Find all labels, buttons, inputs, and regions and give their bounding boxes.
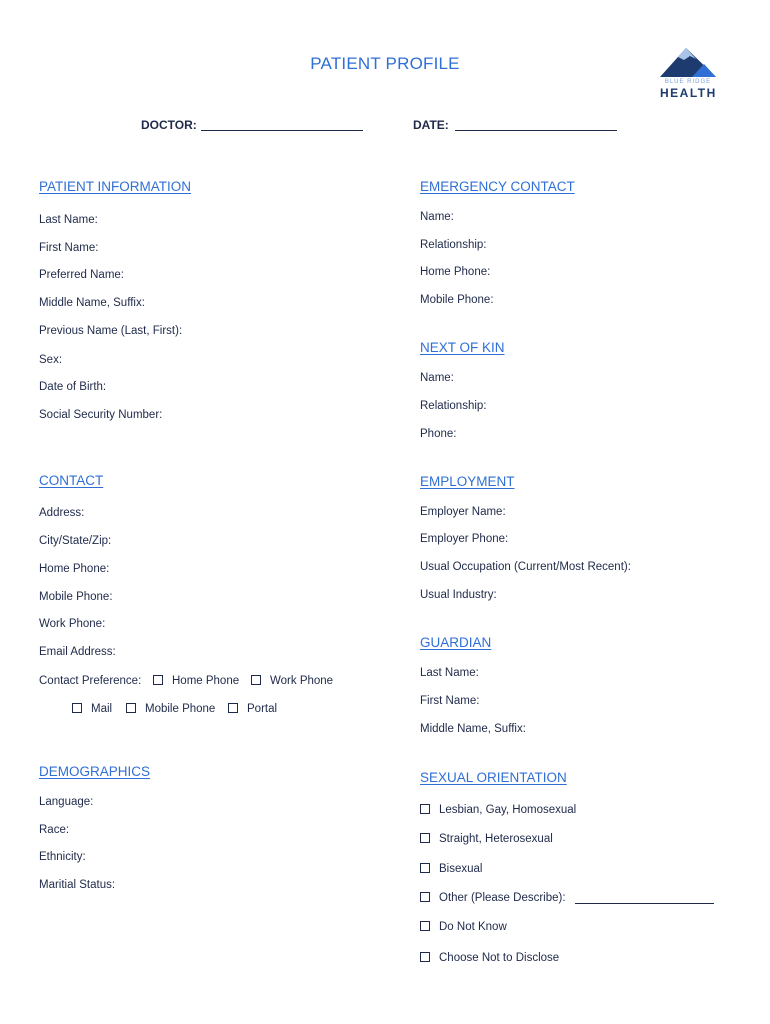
employer-name-label: Employer Name:: [420, 506, 506, 518]
contact-mobile-phone-label: Mobile Phone:: [39, 591, 113, 603]
guardian-heading: GUARDIAN: [420, 635, 492, 650]
checkbox-icon[interactable]: [420, 952, 430, 962]
logo-subtitle: BLUE RIDGE: [664, 79, 712, 85]
email-address-label: Email Address:: [39, 646, 116, 658]
checkbox-icon[interactable]: [126, 703, 136, 713]
logo-wordmark: HEALTH: [660, 86, 717, 100]
usual-industry-label: Usual Industry:: [420, 589, 497, 601]
contact-work-phone-label: Work Phone:: [39, 618, 106, 630]
orientation-option-not-disclose[interactable]: Choose Not to Disclose: [420, 952, 559, 964]
next-of-kin-heading: NEXT OF KIN: [420, 340, 505, 355]
checkbox-icon[interactable]: [420, 833, 430, 843]
checkbox-icon[interactable]: [153, 675, 163, 685]
preferred-name-label: Preferred Name:: [39, 269, 125, 281]
demographics-heading: DEMOGRAPHICS: [39, 764, 151, 779]
checkbox-icon[interactable]: [420, 863, 430, 873]
pref-portal-option[interactable]: Portal: [228, 703, 277, 715]
doctor-label: DOCTOR:: [141, 118, 197, 132]
emergency-relationship-label: Relationship:: [420, 239, 487, 251]
kin-relationship-label: Relationship:: [420, 400, 487, 412]
employment-heading: EMPLOYMENT: [420, 474, 515, 489]
checkbox-icon[interactable]: [420, 892, 430, 902]
guardian-last-name-label: Last Name:: [420, 667, 479, 679]
pref-mobile-phone-option[interactable]: Mobile Phone: [126, 703, 215, 715]
marital-status-label: Maritial Status:: [39, 879, 116, 891]
orientation-option-bisexual[interactable]: Bisexual: [420, 863, 482, 875]
doctor-field[interactable]: [201, 130, 363, 131]
sexual-orientation-heading: SEXUAL ORIENTATION: [420, 770, 567, 785]
date-of-birth-label: Date of Birth:: [39, 381, 107, 393]
emergency-contact-heading: EMERGENCY CONTACT: [420, 179, 575, 194]
orientation-option-do-not-know[interactable]: Do Not Know: [420, 921, 507, 933]
kin-name-label: Name:: [420, 372, 454, 384]
mountain-logo-icon: [656, 44, 720, 80]
guardian-first-name-label: First Name:: [420, 695, 480, 707]
pref-work-phone-option[interactable]: Work Phone: [251, 675, 333, 687]
emergency-mobile-phone-label: Mobile Phone:: [420, 294, 494, 306]
previous-name-label: Previous Name (Last, First):: [39, 325, 183, 337]
city-state-zip-label: City/State/Zip:: [39, 535, 112, 547]
checkbox-icon[interactable]: [420, 921, 430, 931]
checkbox-icon[interactable]: [251, 675, 261, 685]
usual-occupation-label: Usual Occupation (Current/Most Recent):: [420, 561, 631, 573]
orientation-option-other[interactable]: Other (Please Describe):: [420, 892, 566, 904]
page-title: PATIENT PROFILE: [310, 54, 460, 73]
kin-phone-label: Phone:: [420, 428, 457, 440]
contact-preference-label: Contact Preference:: [39, 675, 142, 687]
last-name-label: Last Name:: [39, 214, 98, 226]
checkbox-icon[interactable]: [420, 804, 430, 814]
checkbox-icon[interactable]: [228, 703, 238, 713]
first-name-label: First Name:: [39, 242, 99, 254]
middle-name-suffix-label: Middle Name, Suffix:: [39, 297, 145, 309]
ssn-label: Social Security Number:: [39, 409, 163, 421]
date-field[interactable]: [455, 130, 617, 131]
checkbox-icon[interactable]: [72, 703, 82, 713]
emergency-name-label: Name:: [420, 211, 454, 223]
orientation-option-lgh[interactable]: Lesbian, Gay, Homosexual: [420, 804, 576, 816]
guardian-middle-name-label: Middle Name, Suffix:: [420, 723, 526, 735]
date-label: DATE:: [413, 118, 449, 132]
language-label: Language:: [39, 796, 94, 808]
ethnicity-label: Ethnicity:: [39, 851, 86, 863]
pref-home-phone-option[interactable]: Home Phone: [153, 675, 239, 687]
race-label: Race:: [39, 824, 70, 836]
contact-heading: CONTACT: [39, 473, 104, 488]
other-describe-field[interactable]: [575, 903, 714, 904]
sex-label: Sex:: [39, 354, 63, 366]
patient-information-heading: PATIENT INFORMATION: [39, 179, 192, 194]
contact-home-phone-label: Home Phone:: [39, 563, 110, 575]
emergency-home-phone-label: Home Phone:: [420, 266, 491, 278]
orientation-option-straight[interactable]: Straight, Heterosexual: [420, 833, 553, 845]
pref-mail-option[interactable]: Mail: [72, 703, 112, 715]
employer-phone-label: Employer Phone:: [420, 533, 509, 545]
address-label: Address:: [39, 507, 85, 519]
